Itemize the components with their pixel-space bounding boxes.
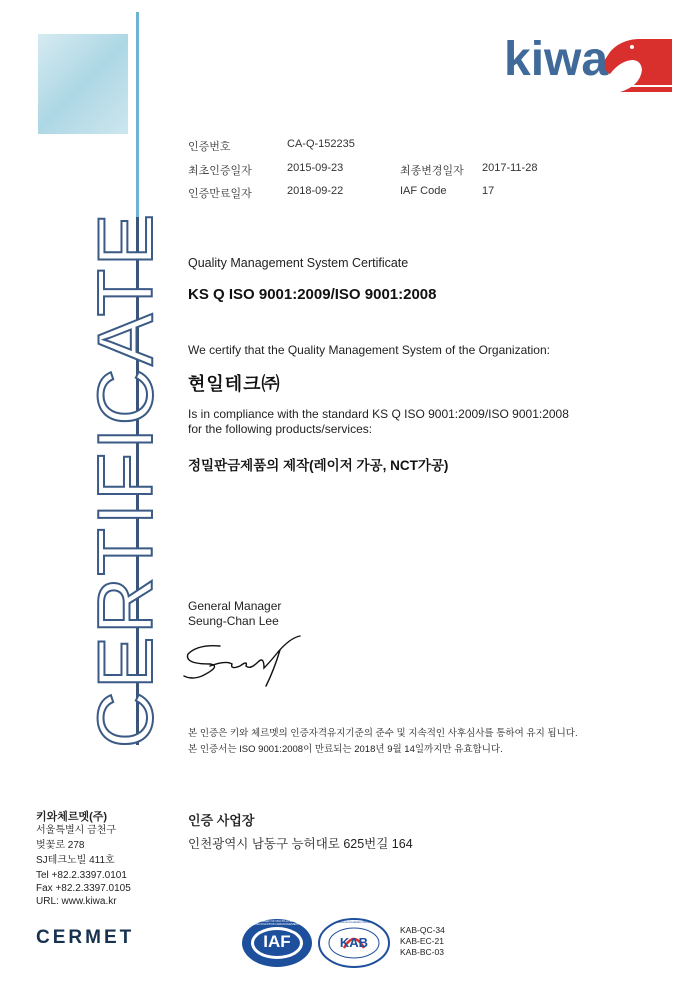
organization-name: 현일테크㈜ (188, 374, 281, 394)
last-change-date: 2017-11-28 (482, 162, 538, 174)
maintenance-note: 본 인증은 키와 체르멧의 인증자격유지기준의 준수 및 지속적인 사후심사를 통하여 유지 됩니다. (188, 728, 578, 739)
iaf-mark (241, 918, 313, 968)
last-change-label: 최종변경일자 (400, 165, 464, 177)
site-label: 인증 사업장 (188, 813, 255, 828)
accreditation-codes (400, 925, 445, 958)
cert-no-value: CA-Q-152235 (287, 138, 355, 150)
kab-ring-text: Korea Accreditation Board (336, 920, 372, 924)
issuer-tel: Tel +82.2.3397.0101 (36, 870, 127, 881)
signature-image (180, 630, 310, 692)
cert-no-label: 인증번호 (188, 141, 231, 153)
issuer-address-1: 서울특별시 금천구 (36, 825, 117, 836)
expiry-label: 인증만료일자 (188, 188, 252, 200)
kiwa-logo-text: kiwa (504, 33, 609, 86)
cermet-logo: CERMET (36, 927, 135, 948)
issuer-name: 키와체르멧(주) (36, 811, 108, 823)
signatory-title: General Manager (188, 599, 282, 613)
iaf-mark-text: IAF (263, 932, 291, 951)
issuer-address-3: SJ테크노빌 411호 (36, 855, 115, 866)
decorative-square (38, 34, 128, 134)
decorative-line-light (136, 12, 139, 217)
kiwa-logo (500, 30, 675, 98)
issuer-fax: Fax +82.2.3397.0105 (36, 883, 131, 894)
validity-note: 본 인증서는 ISO 9001:2008이 만료되는 2018년 9월 14일까지만 유효합니다. (188, 744, 503, 755)
certify-statement: We certify that the Quality Management System of the Organization: (188, 343, 550, 357)
standard-title: KS Q ISO 9001:2009/ISO 9001:2008 (188, 286, 437, 303)
compliance-line-1: Is in compliance with the standard KS Q ISO 9001:2009/ISO 9001:2008 (188, 407, 569, 421)
first-cert-date: 2015-09-23 (287, 162, 344, 174)
certificate-vertical-text: CERTIFICATE (81, 210, 169, 748)
first-cert-label: 최초인증일자 (188, 165, 252, 177)
issuer-address-2: 벚꽃로 278 (36, 840, 85, 851)
kab-mark (318, 918, 390, 968)
accreditation-code: KAB-EC-21 (400, 936, 444, 946)
accreditation-code: KAB-QC-34 (400, 925, 445, 935)
accreditation-code: KAB-BC-03 (400, 947, 444, 957)
issuer-url: URL: www.kiwa.kr (36, 896, 117, 907)
site-address: 인천광역시 남동구 능허대로 625번길 164 (188, 837, 413, 851)
compliance-line-2: for the following products/services: (188, 422, 373, 436)
kab-mark-text: KAB (339, 935, 369, 950)
iaf-ring-text: MEMBER OF MULTILATERAL RECOGNITION ARRANGEMENT (254, 919, 300, 926)
system-title: Quality Management System Certificate (188, 256, 409, 270)
signatory-name: Seung-Chan Lee (188, 614, 279, 628)
expiry-date: 2018-09-22 (287, 185, 344, 197)
iaf-code-value: 17 (482, 185, 495, 197)
iaf-code-label: IAF Code (400, 185, 447, 197)
product-scope: 정밀판금제품의 제작(레이저 가공, NCT가공) (188, 458, 449, 473)
